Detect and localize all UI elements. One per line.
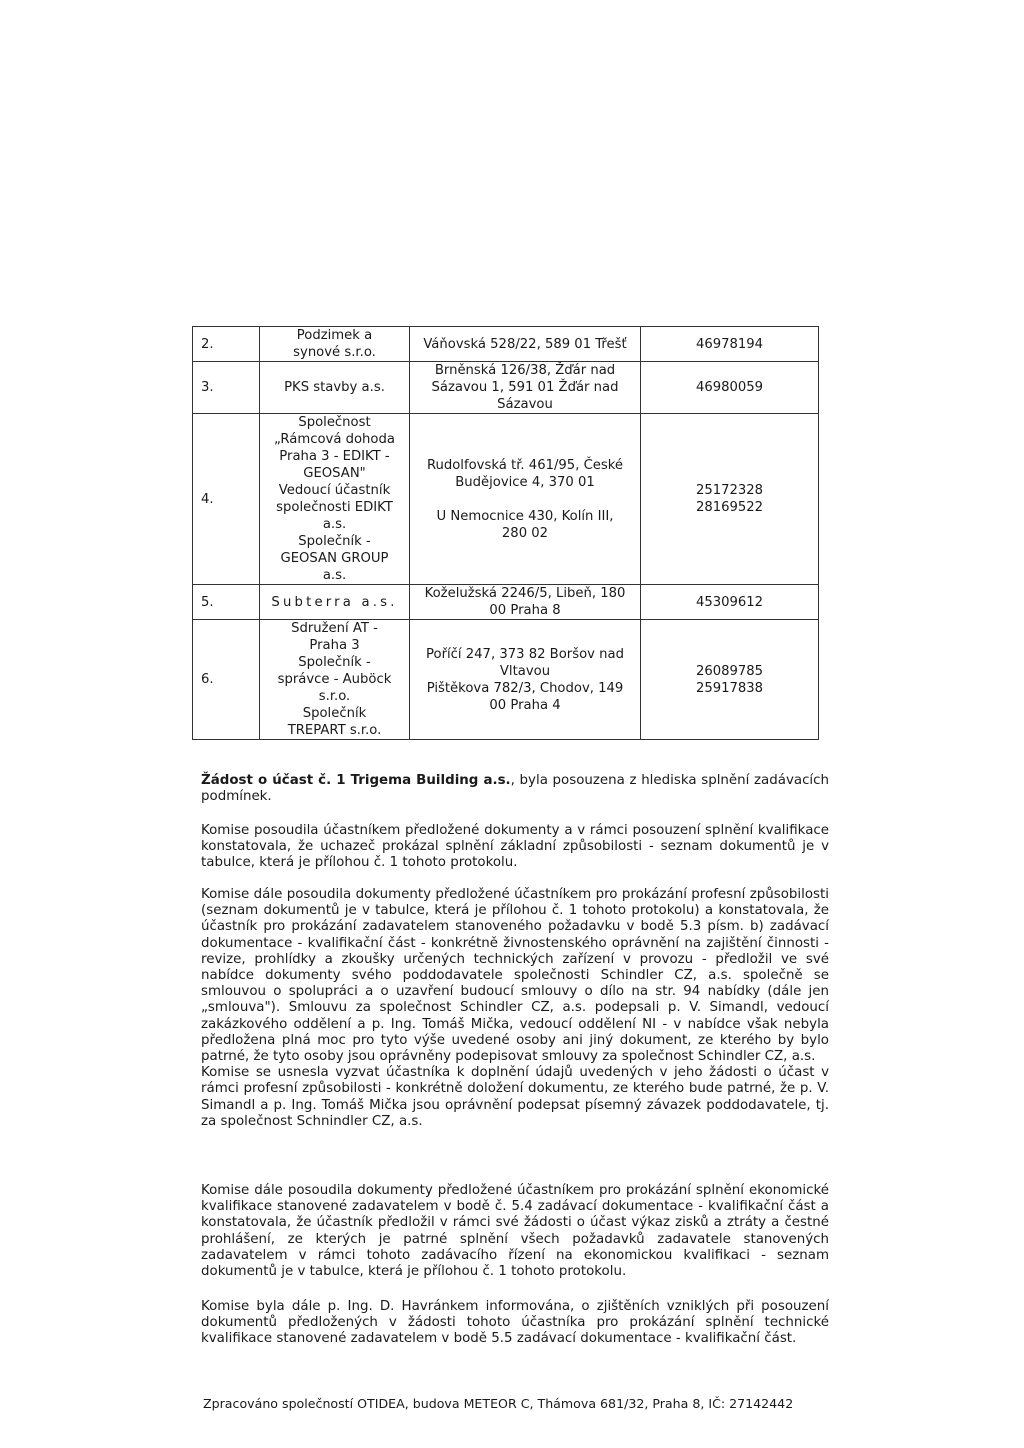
participant-address-line: 00 Praha 8 (489, 603, 561, 618)
participant-address-line: Rudolfovská tř. 461/95, České (426, 457, 624, 473)
participant-ico-line: 26089785 (695, 663, 764, 679)
participant-name-line: Praha 3 - EDIKT - (279, 449, 390, 464)
row-number: 4. (193, 414, 260, 585)
participant-address (410, 414, 641, 585)
participant-address-line: Koželužská 2246/5, Libeň, 180 (424, 586, 626, 601)
paragraph-text: Komise dále posoudila dokumenty předložené účastníkem pro prokázání splnění ekonomické kvalifikace stanovené zadavatelem v bodě č. 5.4 zadávací dokumentace - kvalifikační část a konstatovala, že účastník předložil v rámci své žádosti o účast výkaz zisků a ztráty a čestné prohlášení, ze kterých je patrné splnění všech požadavků zadavatele stanovených zadavatelem v rámci tohoto zadávacího řízení na ekonomickou kvalifikaci - seznam dokumentů je v tabulce, která je přílohou č. 1 tohoto protokolu. (201, 1183, 829, 1280)
row-number: 3. (193, 362, 260, 414)
request-heading-bold: Žádost o účast č. 1 Trigema Building a.s. (201, 773, 511, 788)
participant-address-line: Vltavou (499, 663, 551, 679)
participant-ico-line: 25172328 (695, 483, 764, 498)
participant-address (410, 620, 641, 740)
participant-ico-line: 45309612 (695, 594, 764, 610)
participant-name-line: Společnost (298, 415, 371, 430)
participant-address-line: Pištěkova 782/3, Chodov, 149 (426, 680, 624, 696)
participant-name-line: Společník - (298, 534, 371, 549)
page-footer: Zpracováno společností OTIDEA, budova METEOR C, Thámova 681/32, Praha 8, IČ: 27142442 (203, 1396, 794, 1411)
table-row (193, 362, 819, 414)
row-number: 2. (193, 327, 260, 362)
paragraph-text: Komise dále posoudila dokumenty předložené účastníkem pro prokázání profesní způsobilosti (seznam dokumentů je v tabulce, která je přílohou č. 1 tohoto protokolu) a konstatovala, že účastník pro prokázání zadavatelem stanoveného požadavku v bodě 5.3 písm. b) zadávací dokumentace - kvalifikační část - konkrétně živnostenského oprávnění na zajištění činnosti - revize, prohlídky a zkoušky určených technických zařízení v provozu - předložil ve své nabídce dokumenty svého poddodavatele společnosti Schindler CZ, a.s. společně se smlouvou o spolupráci a o uzavření budoucí smlouvy o dílo na str. 94 nabídky (dále jen „smlouva"). Smlouvu za společnost Schindler CZ, a.s. podepsali p. V. Simandl, vedoucí zakázkového oddělení a p. Ing. Tomáš Mička, vedoucí oddělení NI - v nabídce však nebyla předložena plná moc pro tyto výše uvedené osoby ani jiný dokument, ze kterého by bylo patrné, že tyto osoby jsou oprávněny podepisovat smlouvy za společnost Schindler CZ, a.s. (201, 887, 829, 1065)
paragraph-technical-qualification (201, 1299, 829, 1348)
paragraph-basic-eligibility (201, 823, 829, 872)
participant-name-line: s.r.o. (318, 689, 351, 704)
participant-name (260, 620, 410, 740)
participants-table-body (193, 327, 819, 740)
participant-name-line: Sdružení AT - (291, 621, 378, 636)
participant-address (410, 362, 641, 414)
request-heading-rest: , byla posouzena z hlediska splnění zadávacích podmínek. (201, 773, 830, 805)
participant-ico (641, 414, 819, 585)
participant-address-line: Sázavou (497, 397, 553, 412)
table-row (193, 585, 819, 620)
paragraph-text: Komise posoudila účastníkem předložené dokumenty a v rámci posouzení splnění kvalifikace konstatovala, že uchazeč prokázal splnění základní způsobilosti - seznam dokumentů je v tabulce, která je přílohou č. 1 tohoto protokolu. (201, 823, 829, 871)
participant-address-line: Sázavou 1, 591 01 Žďár nad (431, 380, 619, 395)
paragraph-text: Komise byla dále p. Ing. D. Havránkem informována, o zjištěních vzniklých při posouzení dokumentů předložených v žádosti tohoto účastníka pro prokázání splnění technické kvalifikace stanovené zadavatelem v bodě 5.5 zadávací dokumentace - kvalifikační část. (201, 1299, 829, 1347)
participant-address-line: U Nemocnice 430, Kolín III, (436, 508, 614, 524)
participant-address-line: 00 Praha 4 (489, 697, 561, 713)
participant-name-line: společnosti EDIKT (276, 500, 393, 515)
participant-name (260, 362, 410, 414)
participant-ico-line: 25917838 (695, 680, 764, 696)
participant-name-line: správce - Auböck (277, 672, 392, 687)
participant-name-line: Podzimek a (296, 328, 373, 343)
participant-ico-line: 28169522 (695, 500, 764, 515)
participant-name-line: TREPART s.r.o. (287, 723, 382, 738)
participant-name-line: Praha 3 (309, 638, 360, 653)
participant-name (260, 414, 410, 585)
participant-name-line: Vedoucí účastník (278, 483, 391, 498)
participant-address-line (414, 491, 636, 508)
paragraph-professional-eligibility (201, 887, 829, 1130)
participant-name-line: „Rámcová dohoda (274, 432, 395, 447)
table-row (193, 620, 819, 740)
participant-ico (641, 362, 819, 414)
paragraph-economic-qualification (201, 1183, 829, 1280)
participant-ico (641, 585, 819, 620)
participant-name (260, 585, 410, 620)
participant-name-line: synové s.r.o. (293, 345, 376, 360)
table-row (193, 327, 819, 362)
participant-name-line: a.s. (322, 517, 347, 532)
paragraph-text: Komise se usnesla vyzvat účastníka k doplnění údajů uvedených v jeho žádosti o účast v rámci profesní způsobilosti - konkrétně doložení dokumentu, ze kterého bude patrné, že p. V. Simandl a p. Ing. Tomáš Mička jsou oprávnění podepsat písemný závazek poddodavatele, tj. za společnost Schnindler CZ, a.s. (201, 1065, 829, 1129)
participants-table (192, 326, 819, 740)
participant-name-line: a.s. (322, 568, 347, 583)
participant-name-line: GEOSAN GROUP (280, 551, 389, 566)
participant-name (260, 327, 410, 362)
participant-ico-line: 46978194 (695, 336, 764, 352)
participant-ico (641, 620, 819, 740)
participant-address (410, 585, 641, 620)
participant-name-line: Společník - (298, 655, 371, 670)
participant-address-line: Budějovice 4, 370 01 (455, 474, 595, 490)
participant-address-line: 280 02 (501, 525, 549, 541)
participant-address-line: Brněnská 126/38, Žďár nad (434, 363, 616, 378)
participant-address-line: Váňovská 528/22, 589 01 Třešť (423, 336, 627, 352)
participant-ico-line: 46980059 (695, 380, 764, 395)
request-heading (201, 773, 829, 805)
row-number: 5. (193, 585, 260, 620)
table-row (193, 414, 819, 585)
participant-address (410, 327, 641, 362)
participant-ico (641, 327, 819, 362)
participant-name-line: Subterra a.s. (271, 594, 398, 610)
row-number: 6. (193, 620, 260, 740)
participant-address-line: Poříčí 247, 373 82 Boršov nad (426, 646, 624, 662)
participant-name-line: GEOSAN" (303, 466, 366, 481)
participant-name-line: Společník (302, 706, 367, 721)
participant-name-line: PKS stavby a.s. (284, 380, 385, 395)
